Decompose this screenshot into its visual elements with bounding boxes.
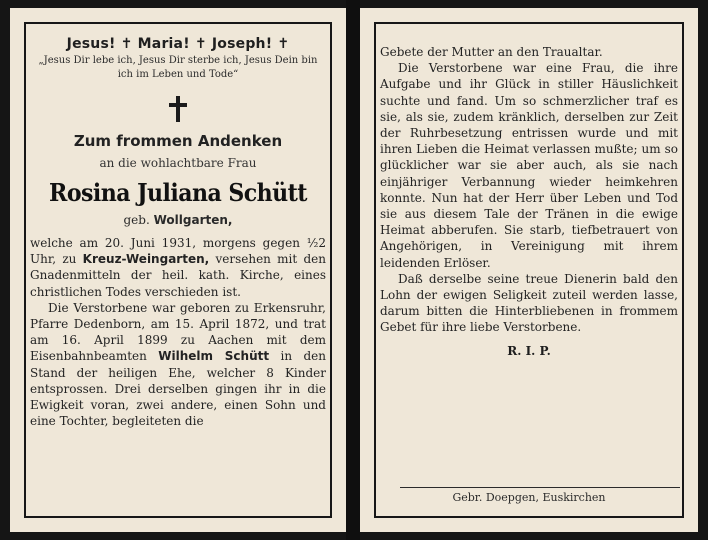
right-paragraph-3: Daß derselbe seine treue Dienerin bald den Lohn der ewigen Seligkeit zuteil werden lasse, darum bitten die Hinterbliebenen in frommem Gebet für ihre liebe Verstorbene. (380, 271, 678, 335)
birth-name-prefix: geb. (123, 213, 150, 227)
rip-text: R. I. P. (507, 343, 551, 358)
left-p1-part1: welche am 20. Juni 1931, morgens gegen ½2 Uhr, zu (30, 236, 326, 267)
right-body (380, 44, 678, 336)
left-p2-part2: in den Stand der heiligen Ehe, welcher 8 Kinder entsprossen. Drei derselben gingen ihr in die Ewigkeit voran, zwei andere, einen Sohn und eine Tochter, begleiteten die (30, 349, 326, 429)
left-p1-bold: Kreuz-Weingarten, (82, 252, 210, 267)
right-content (380, 36, 678, 358)
birth-name-value: Wollgarten, (153, 213, 233, 227)
right-paragraph-1: Gebete der Mutter an den Traualtar. (380, 45, 603, 59)
dedication: an die wohlachtbare Frau (99, 156, 257, 170)
left-p2-bold: Wilhelm Schütt (158, 349, 270, 364)
left-paragraph-2 (30, 300, 326, 430)
fold-divider (346, 0, 360, 540)
left-p2-part1: Die Verstorbene war geboren zu Erkensruhr, Pfarre Dedenborn, am 15. April 1872, und trat am 16. April 1899 zu Aachen mit dem Eisenbahnbeamten (30, 300, 326, 364)
birth-name (30, 213, 326, 227)
invocation-heading: Jesus! ✝ Maria! ✝ Joseph! ✝ (66, 36, 290, 52)
cross-icon (169, 96, 187, 122)
memorial-title: Zum frommen Andenken (73, 132, 283, 150)
left-panel (10, 8, 346, 532)
right-panel (360, 8, 698, 532)
printer-credit: Gebr. Doepgen, Euskirchen (452, 491, 606, 504)
deceased-name: Rosina Juliana Schütt (49, 178, 307, 207)
left-content (30, 36, 326, 429)
right-paragraph-2: Die Verstorbene war eine Frau, die ihre Aufgabe und ihr Glück in stiller Häuslichkeit suchte und fand. Um so schmerzlicher traf es sie, als sie, zudem kränklich, derselben zur Zeit der Ruhrbesetzung entrissen wurde und mit ihren Lieben die Heimat verlassen mußte; um so glücklicher war sie aber auch, als sie nach einjähriger Verbannung wieder heimkehren konnte. Nun hat der Herr über Leben und Tod sie aus diesem Tale der Tränen in die ewige Heimat abberufen. Sie starb, tiefbetrauert von Angehörigen, in Vereinigung mit ihrem leidenden Erlöser. (380, 61, 678, 270)
left-p1-part2: versehen mit den Gnadenmitteln der heil. kath. Kirche, eines christlichen Todes verschieden ist. (30, 252, 326, 299)
left-paragraph-1 (30, 235, 326, 300)
printer-divider (400, 487, 680, 488)
quote-text: „Jesus Dir lebe ich, Jesus Dir sterbe ich, Jesus Dein bin ich im Leben und Tode“ (38, 55, 318, 80)
left-body (30, 235, 326, 429)
